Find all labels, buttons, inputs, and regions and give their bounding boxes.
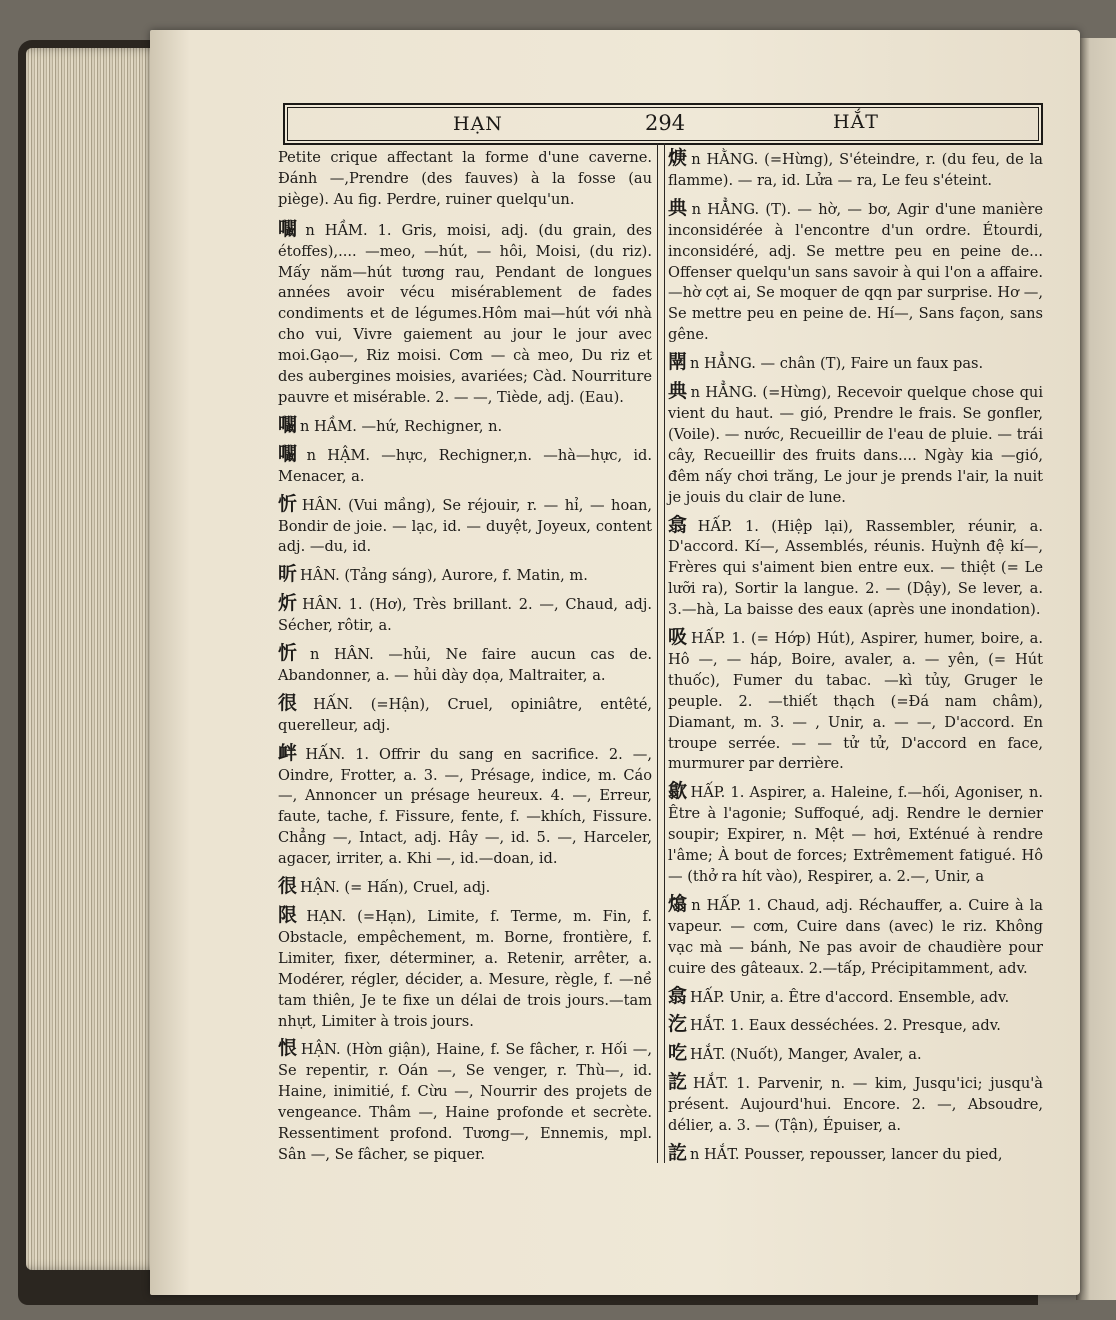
chinese-character: 恨: [278, 1037, 298, 1060]
entry-text: n HẰNG. (=Hừng), S'éteindre, r. (du feu, de la flamme). — ra, id. Lửa — ra, Le feu s'éteint.: [668, 151, 1043, 189]
entry-text: HẤN. (=Hận), Cruel, opiniâtre, entêté, querelleur, adj.: [278, 695, 652, 734]
header-left-word: HẠN: [453, 113, 503, 135]
entry-text: HẮT. 1. Parvenir, n. — kim, Jusqu'ici; jusqu'à présent. Aujourd'hui. Encore. 2. —, Absoudre, délier, a. 3. — (Tận), Épuiser, a.: [668, 1075, 1043, 1135]
dictionary-entry: [278, 494, 652, 559]
dictionary-entry: [278, 593, 652, 637]
entry-text: HÂN. (Tảng sáng), Aurore, f. Matin, m.: [300, 567, 588, 585]
chinese-character: 㘚: [278, 442, 304, 465]
entry-text: HẤP. 1. (Hiệp lại), Rassembler, réunir, a. D'accord. Kí—, Assemblés, réunis. Huỳnh đệ kí—, Frères qui s'aiment bien entre eux. — thiệt (= Le lưỡi ra), Sortir la langue. 2. — (Dậy), Se lever, a. 3.—hà, La baisse des eaux (après une inondation).: [668, 517, 1043, 619]
chinese-character: 焿: [668, 147, 689, 169]
chinese-character: 典: [668, 196, 689, 219]
dictionary-entry: [278, 148, 652, 211]
dictionary-entry: [668, 986, 1043, 1009]
left-column: [278, 148, 652, 1172]
entry-text: n HẬM. —hực, Rechigner,n. —hà—hực, id. Menacer, a.: [278, 446, 652, 485]
entry-text: HẬN. (= Hấn), Cruel, adj.: [300, 879, 491, 897]
entry-text: n HẲNG. (T). — hờ, — bơ, Agir d'une manière inconsidérée à l'encontre d'un ordre. Étourdi, inconsidéré, adj. Se mettre peu en peine de... Offenser quelqu'un sans savoir à qui l'on a affaire.—hờ cợt ai, Se moquer de qqn par surprise. Hơ —, Se mettre peu en peine de. Hí—, Sans façon, sans gêne.: [668, 200, 1043, 344]
entry-text: HẬN. (Hờn giận), Haine, f. Se fâcher, r. Hối —, Se repentir, r. Oán —, Se venger, r. Thù—, id. Haine, inimitié, f. Cừu —, Nourrir des projets de vengeance. Thâm —, Haine profonde et secrète. Ressentiment profond. Tương—, Ennemis, mpl. Sân —, Se fâcher, se piquer.: [278, 1041, 652, 1163]
chinese-character: 吸: [668, 626, 689, 649]
entry-text: HẤP. Unir, a. Être d'accord. Ensemble, adv.: [690, 988, 1010, 1006]
entry-text: HẤP. 1. (= Hớp) Hút), Aspirer, humer, boire, a. Hô —, — háp, Boire, avaler, a. — yên, (= Hút thuốc), Fumer du tabac. —kì tủy, Gruger le peuple. 2. —thiết thạch (=Đá nam châm), Diamant, m. 3. — , Unir, a. — —, D'accord. En troupe serrée. — — tử tử, D'accord en face, murmurer par derrière.: [668, 630, 1043, 773]
entry-text: HÂN. (Vui mầng), Se réjouir, r. — hỉ, — hoan, Bondir de joie. — lạc, id. — duyệt, Joyeux, content adj. —du, id.: [278, 496, 652, 556]
entry-text: HẮT. (Nuốt), Manger, Avaler, a.: [690, 1046, 922, 1064]
dictionary-entry: [668, 198, 1043, 346]
dictionary-entry: [668, 148, 1043, 192]
dictionary-entry: [668, 1043, 1043, 1066]
chinese-character: 忻: [278, 492, 299, 515]
entry-text: n HẦM. 1. Gris, moisi, adj. (du grain, des étoffes),.... —meo, —hút, — hôi, Moisi, (du riz). Mấy năm—hút tương rau, Pendant de longues années avoir vécu misérablement de fades condiments et de légumes.Hôm mai—hút với nhà cho vui, Vivre gaiement au jour le jour avec moi.Gạo—, Riz moisi. Cơm — cà meo, Du riz et des aubergines moisies, avariées; Càd. Nourriture pauvre et misérable. 2. — —, Tiède, adj. (Eau).: [278, 221, 652, 406]
chinese-character: 昕: [278, 563, 298, 586]
chinese-character: 汔: [668, 1013, 688, 1036]
dictionary-entry: [668, 894, 1043, 980]
chinese-character: 閛: [668, 351, 688, 374]
running-header: [283, 103, 1043, 145]
entry-text: HẤN. 1. Offrir du sang en sacrifice. 2. —, Oindre, Frotter, a. 3. —, Présage, indice, m. Cáo —, Annoncer un présage heureux. 4. —, Erreur, faute, tache, f. Fissure, fente, f. —khích, Fissure. Chẳng —, Intact, adj. Hây —, id. 5. —, Harceler, agacer, irriter, a. Khi —, id.—doan, id.: [278, 745, 652, 868]
entry-text: Petite crique affectant la forme d'une caverne. Đánh —,Prendre (des fauves) à la fosse (au piège). Au fig. Perdre, ruiner quelqu'un.: [278, 149, 652, 208]
header-right-word: HẮT: [833, 111, 879, 133]
dictionary-entry: [668, 1143, 1043, 1166]
chinese-character: 限: [278, 904, 304, 926]
dictionary-entry: [668, 1014, 1043, 1037]
chinese-character: 很: [278, 875, 298, 898]
entry-text: n HẤP. 1. Chaud, adj. Réchauffer, a. Cuire à la vapeur. — cơm, Cuire dans (avec) le riz. Không vạc mà — bánh, Ne pas avoir de chaudière pour cuire des gâteaux. 2.—tấp, Précipitamment, adv.: [668, 896, 1043, 977]
entry-text: n HẲNG. — chân (T), Faire un faux pas.: [690, 355, 984, 373]
dictionary-entry: [668, 515, 1043, 622]
chinese-character: 吃: [668, 1042, 688, 1065]
chinese-character: 典: [668, 380, 688, 403]
entry-text: n HÂN. —hủi, Ne faire aucun cas de. Abandonner, a. — hủi dày dọa, Maltraiter, a.: [278, 646, 652, 684]
chinese-character: 熻: [668, 892, 689, 915]
chinese-character: 炘: [278, 592, 300, 615]
column-divider: [657, 143, 665, 1163]
entry-text: n HẮT. Pousser, repousser, lancer du pied,: [690, 1145, 1003, 1163]
dictionary-entry: [278, 643, 652, 687]
chinese-character: 忻: [278, 642, 307, 665]
entry-text: n HẲNG. (=Hừng), Recevoir quelque chose qui vient du haut. — gió, Prendre le frais. Se gonfler, (Voile). — nước, Recueillir de l'eau de pluie. — trái cây, Recueillir des fruits dans.... Ngày kia —gió, đêm nấy chơi trăng, Le jour je prends l'air, la nuit je jouis du clair de lune.: [668, 384, 1043, 506]
entry-text: HẮT. 1. Eaux desséchées. 2. Presque, adv.: [690, 1017, 1001, 1035]
chinese-character: 翕: [668, 513, 695, 536]
entry-text: HẠN. (=Hạn), Limite, f. Terme, m. Fin, f. Obstacle, empêchement, m. Borne, frontière, f. Limiter, fixer, déterminer, a. Retenir, arrêter, a. Modérer, régler, décider, a. Mesure, règle, f. —nề tam thiên, Je te fixe un délai de trois jours.—tam nhựt, Limiter à trois jours.: [278, 908, 652, 1030]
dictionary-entry: [278, 415, 652, 438]
dictionary-entry: [668, 627, 1043, 775]
dictionary-entry: [278, 905, 652, 1032]
facing-page-edge: [1076, 38, 1116, 1300]
dictionary-entry: [278, 693, 652, 737]
dictionary-entry: [278, 219, 652, 409]
chinese-character: 訖: [668, 1141, 688, 1164]
page-edges: [26, 48, 166, 1270]
chinese-character: 歙: [668, 780, 688, 803]
dictionary-entry: [668, 1072, 1043, 1137]
entry-text: HẤP. 1. Aspirer, a. Haleine, f.—hối, Agoniser, n. Être à l'agonie; Suffoqué, adj. Rendre le dernier soupir; Expirer, n. Mệt — hơi, Exténué à rendre l'âme; À bout de forces; Extrêmement fatigué. Hô — (thở ra hít vào), Respirer, a. 2.—, Unir, a: [668, 784, 1043, 885]
dictionary-entry: [278, 444, 652, 488]
dictionary-entry: [278, 743, 652, 870]
dictionary-entry: [668, 352, 1043, 375]
dictionary-entry: [278, 876, 652, 899]
page-number: 294: [645, 111, 686, 135]
chinese-character: 衅: [278, 741, 303, 764]
chinese-character: 很: [278, 691, 311, 714]
entry-text: n HẦM. —hứ, Rechigner, n.: [300, 417, 503, 435]
right-column: [668, 148, 1043, 1172]
entry-text: HÂN. 1. (Hơ), Très brillant. 2. —, Chaud, adj. Sécher, rôtir, a.: [278, 596, 652, 635]
chinese-character: 㘚: [278, 217, 303, 240]
chinese-character: 翕: [668, 984, 688, 1007]
dictionary-entry: [668, 381, 1043, 508]
dictionary-entry: [278, 564, 652, 587]
dictionary-entry: [278, 1038, 652, 1165]
chinese-character: 訖: [668, 1071, 690, 1094]
dictionary-entry: [668, 781, 1043, 888]
chinese-character: 㘚: [278, 413, 298, 436]
